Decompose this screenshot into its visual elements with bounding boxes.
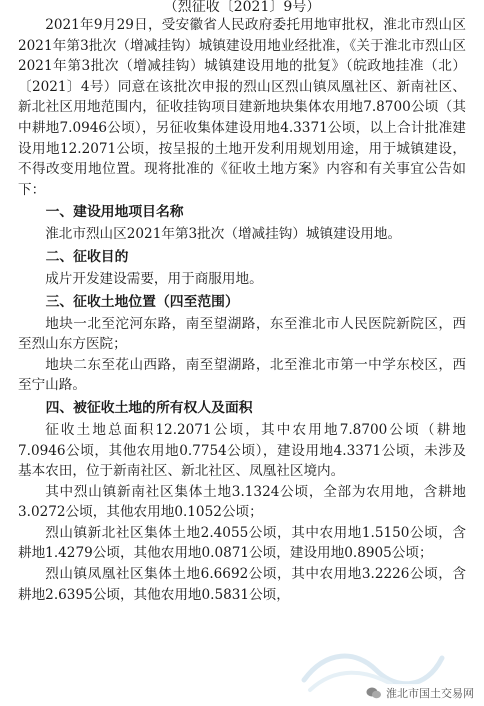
section-paragraph: 烈山镇新北社区集体土地2.4055公顷，其中农用地1.5150公顷，含耕地1.4279公顷，其他农用地0.0871公顷，建设用地0.8905公顷； (18, 524, 466, 562)
section-paragraph: 烈山镇凤凰社区集体土地6.6692公顷，其中农用地3.2226公顷，含耕地2.6395公顷，其他农用地0.5831公顷， (18, 566, 466, 603)
document-number: （烈征收〔2021〕9号） (163, 0, 321, 15)
section-paragraph: 地块一北至沱河东路，南至望湖路，东至淮北市人民医院新院区，西至烈山东方医院； (18, 315, 466, 353)
badge-text: 淮北市国土交易网 (386, 687, 474, 700)
intro-paragraph: 2021年9月29日，受安徽省人民政府委托用地审批权，淮北市烈山区2021年第3批次（增减挂钩）城镇建设用地业经批准，《关于淮北市烈山区2021年第3批次（增减挂钩）城镇建设用地的批复》（皖政地挂准（北）〔2021〕4号）同意在该批次申报的烈山区烈山镇凤凰社区、新南社区、新北社区用地范围内，征收挂钩项目建新地块集体农用地7.8700公顷（其中耕地7.0946公顷），另征收集体建设用地4.3371公顷，以上合计批准建设用地12.2071公顷，按呈报的土地开发利用规划用途，用于城镇建设，不得改变用地位置。现将批准的《征收土地方案》内容和有关事宜公告如下： (18, 17, 466, 198)
section-paragraph: 征收土地总面积12.2071公顷，其中农用地7.8700公顷（耕地7.0946公顷，其他农用地0.7754公顷），建设用地4.3371公顷，未涉及基本农田，位于新南社区、新北社区、凤凰社区境内。 (18, 421, 466, 480)
wechat-source-badge (362, 684, 478, 702)
section-heading-project-name: 一、建设用地项目名称 (45, 204, 184, 221)
section-heading-purpose: 二、征收目的 (45, 248, 129, 265)
wechat-icon (366, 686, 382, 700)
section-heading-owners-area: 四、被征收土地的所有权人及面积 (45, 399, 253, 416)
section-paragraph: 淮北市烈山区2021年第3批次（增减挂钩）城镇建设用地。 (45, 226, 402, 243)
section-paragraph: 其中烈山镇新南社区集体土地3.1324公顷，全部为农用地，含耕地3.0272公顷，其他农用地0.1052公顷； (18, 483, 466, 521)
section-paragraph: 成片开发建设需要，用于商服用地。 (45, 270, 263, 287)
section-heading-location: 三、征收土地位置（四至范围） (45, 293, 239, 310)
section-paragraph: 地块二东至花山西路，南至望湖路，北至淮北市第一中学东校区，西至宁山路。 (18, 356, 466, 394)
